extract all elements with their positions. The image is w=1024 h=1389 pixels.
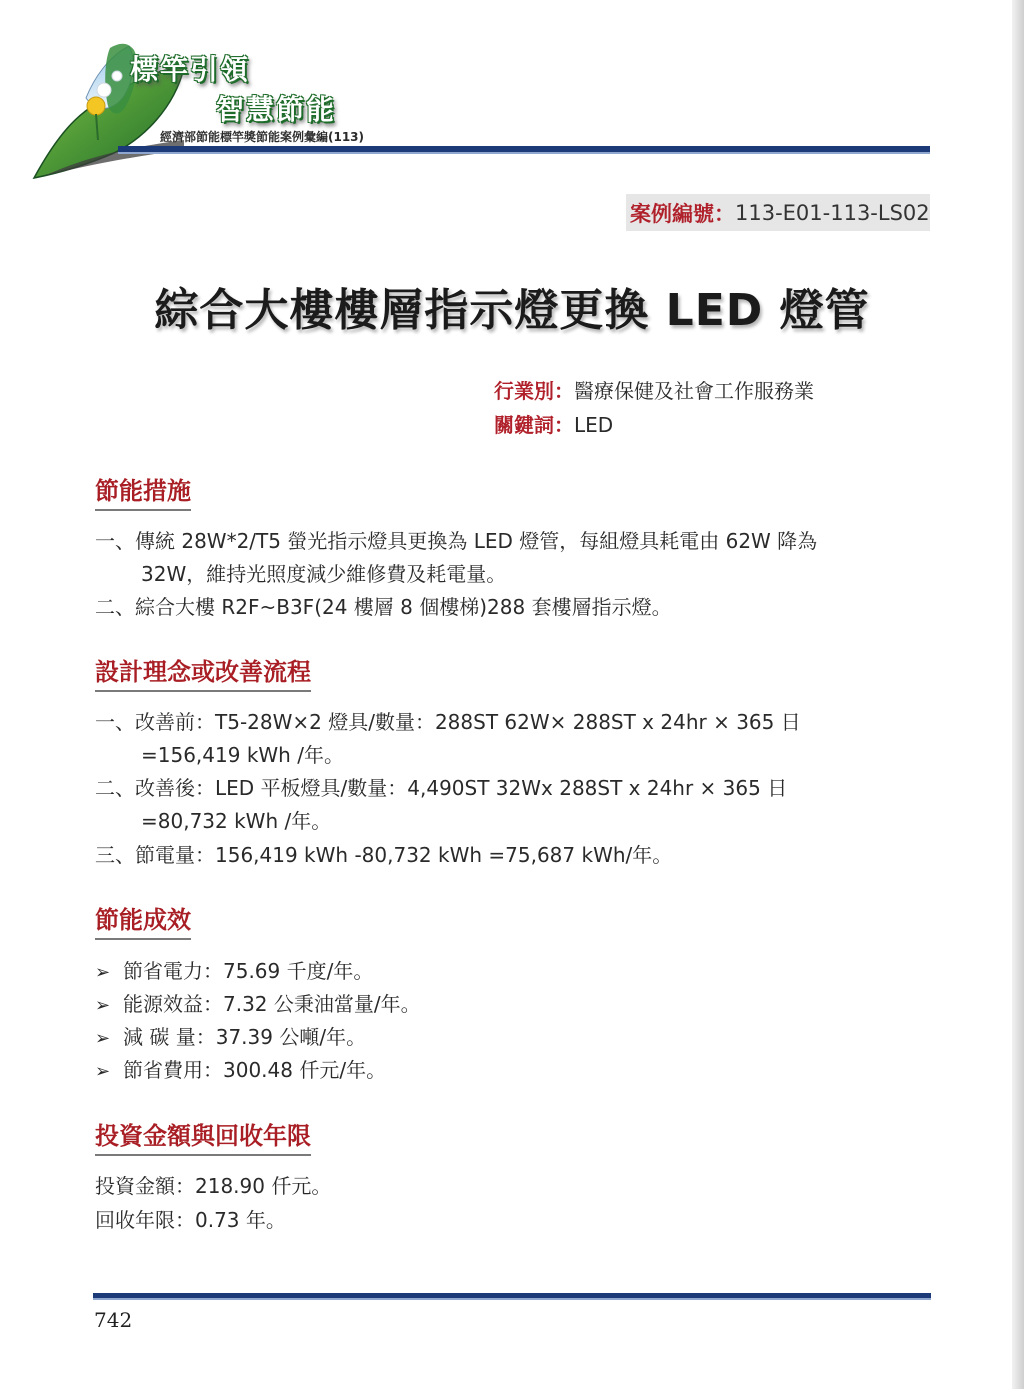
- result-text: 節省電力：75.69 千度/年。: [123, 959, 374, 983]
- arrow-bullet-icon: ➢: [95, 962, 111, 983]
- section-heading-investment: 投資金額與回收年限: [95, 1116, 311, 1156]
- arrow-bullet-icon: ➢: [95, 1061, 111, 1082]
- list-item: [95, 955, 373, 984]
- page-title: 綜合大樓樓層指示燈更換 LED 燈管: [154, 285, 870, 336]
- case-number-label: 案例編號：: [630, 201, 735, 226]
- arrow-bullet-icon: ➢: [95, 1028, 111, 1049]
- section-heading-results: 節能成效: [95, 900, 191, 940]
- arrow-bullet-icon: ➢: [95, 995, 111, 1016]
- list-item: [95, 1021, 366, 1050]
- section-heading-measures: 節能措施: [95, 471, 191, 511]
- page-edge-shadow: [1012, 0, 1024, 1389]
- list-item: [95, 988, 421, 1017]
- page-number: 742: [94, 1308, 133, 1332]
- design-line: 一、改善前：T5-28W×2 燈具/數量：288ST 62W× 288ST x 24hr × 365 日: [95, 710, 801, 734]
- case-number-value: 113-E01-113-LS02: [735, 200, 930, 225]
- keyword-row: [494, 409, 613, 438]
- measures-line: 一、傳統 28W*2/T5 螢光指示燈具更換為 LED 燈管，每組燈具耗電由 62W 降為: [95, 529, 818, 553]
- industry-label: 行業別：: [494, 379, 574, 403]
- design-line: =156,419 kWh /年。: [141, 743, 344, 767]
- investment-line: 回收年限：0.73 年。: [95, 1208, 286, 1232]
- logo-title-line2: 智慧節能: [216, 93, 337, 126]
- design-line: =80,732 kWh /年。: [141, 809, 332, 833]
- list-item: [95, 1054, 386, 1083]
- result-text: 能源效益：7.32 公秉油當量/年。: [123, 992, 421, 1016]
- investment-line: 投資金額：218.90 仟元。: [95, 1174, 332, 1198]
- series-title: 經濟部節能標竿獎節能案例彙編(113): [160, 130, 365, 144]
- measures-line: 32W，維持光照度減少維修費及耗電量。: [141, 562, 507, 586]
- industry-value: 醫療保健及社會工作服務業: [574, 379, 814, 403]
- result-text: 減 碳 量：37.39 公噸/年。: [123, 1025, 367, 1049]
- measures-line: 二、綜合大樓 R2F~B3F(24 樓層 8 個樓梯)288 套樓層指示燈。: [95, 595, 672, 619]
- logo-title-line1: 標竿引領: [130, 53, 251, 86]
- keyword-value: LED: [574, 413, 614, 437]
- footer-rule: [93, 1293, 931, 1300]
- result-text: 節省費用：300.48 仟元/年。: [123, 1058, 387, 1082]
- keyword-label: 關鍵詞：: [494, 413, 574, 437]
- design-line: 三、節電量：156,419 kWh -80,732 kWh =75,687 kWh/年。: [95, 843, 673, 867]
- case-number-badge: [626, 194, 930, 231]
- industry-row: [494, 375, 814, 404]
- header-rule: [118, 146, 930, 154]
- section-heading-design: 設計理念或改善流程: [95, 652, 311, 692]
- design-line: 二、改善後：LED 平板燈具/數量：4,490ST 32Wx 288ST x 24hr × 365 日: [95, 776, 788, 800]
